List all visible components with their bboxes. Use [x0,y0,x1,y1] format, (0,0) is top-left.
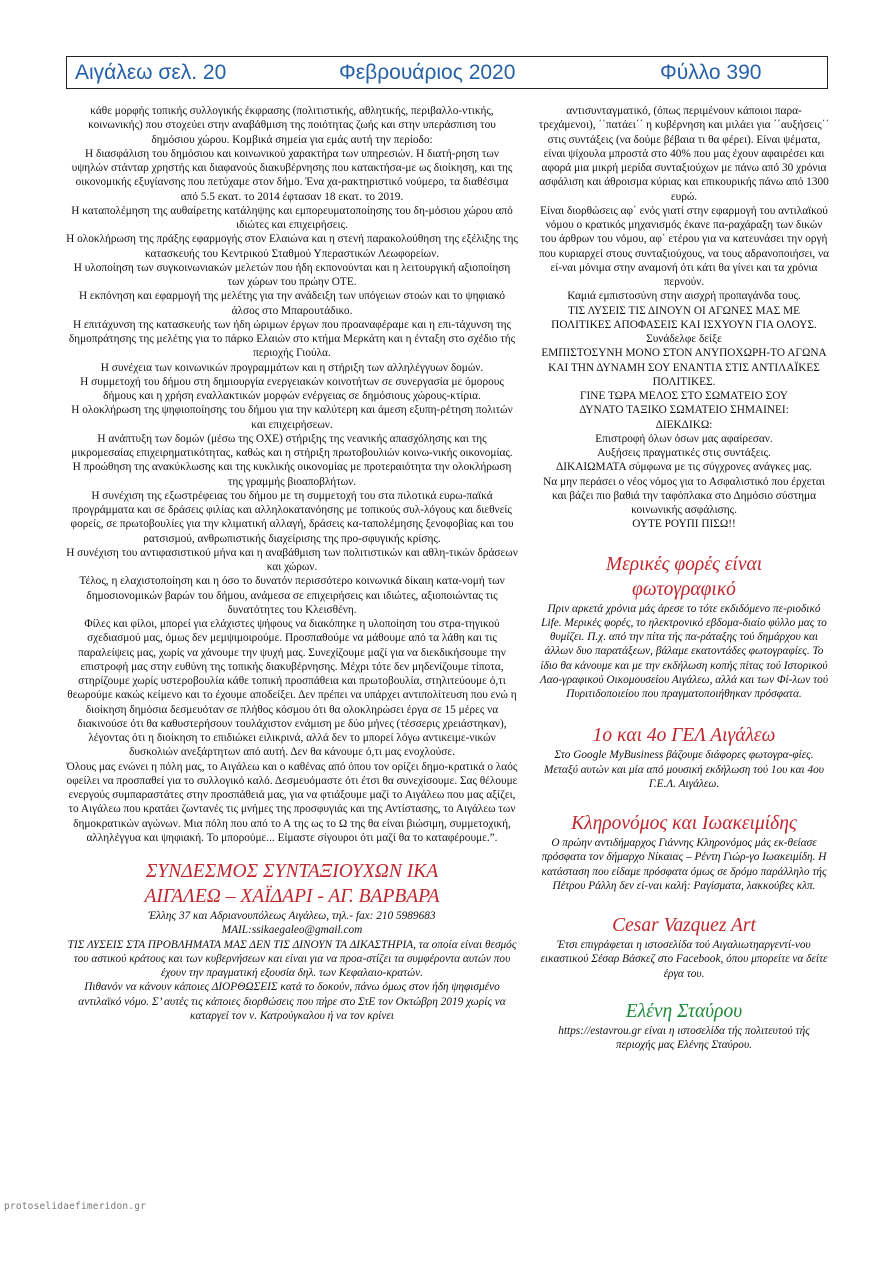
union-title-line2: ΑΙΓΑΛΕΩ – ΧΑΪΔΑΡΙ - ΑΓ. ΒΑΡΒΑΡΑ [144,886,440,907]
paragraph: Η συνέχιση της εξωστρέφειας του δήμου με τη συμμετοχή του στα πιλοτικά ευρω-παϊκά προγράμματα και σε δράσεις φιλίας και αλληλοκατανόησης με τοπικούς συλ-λόγους και διεθνείς φορείς, σε πρωτοβουλίες για την κλιματική αλλαγή, δράσεις κα-ταπολέμησης ξενοφοβίας και του ρατσισμού, ανθρωπιστικής διαχείρισης της προ-σφυγικής κρίσης. [70,489,514,545]
paragraph: Συνάδελφε δείξε [646,333,722,345]
article-title: φωτογραφικό [632,578,736,600]
paragraph: αντισυνταγματικό, (όπως περιμένουν κάποιοι παρα-τρεχάμενοι), ΄΄πατάει΄΄ η κυβέρνηση και μιλάει για ΄΄αυξήσεις΄΄ στις συντάξεις (να δούμε βέβαια τι θα φέρει). Είναι ψέματα, είναι ψίχουλα μπροστά στο 40% που μας έχουν αφαιρέσει και αφορά μια μικρή μερίδα συνταξιούχων με πάνω από 30 χρόνια ασφάλιση και άθροισμα κύριας και επικουρικής πάνω από 1300 ευρώ. [538,105,830,203]
page-number: Αιγάλεω σελ. 20 [75,61,227,84]
union-body: Πιθανόν να κάνουν κάποιες ΔΙΟΡΘΩΣΕΙΣ κατά το δοκούν, πάνω όμως στον ήδη ψηφισμένο αντιλαϊκό νόμο. Σ’ αυτές τις κάποιες διορθώσεις που πήρε στο ΣτΕ τον Οκτώβρη 2019 χωρίς να καταργεί τον ν. Κατρούγκαλου ή να τον κρίνει [78,981,506,1022]
paragraph: Αυξήσεις πραγματικές στις συντάξεις. [597,447,771,459]
paragraph: Επιστροφή όλων όσων μας αφαίρεσαν. [595,432,773,445]
paragraph: Η εκπόνηση και εφαρμογή της μελέτης για την ανάδειξη των υπόγειων στοών και το ψηφιακό άλσος στο Μπαρουτάδικο. [78,290,506,317]
paragraph: Η καταπολέμηση της αυθαίρετης κατάληψης και εμπορευματοποίησης του δη-μόσιου χώρου από ιδιώτες και επιχειρήσεις. [71,204,513,231]
article-title: Κληρονόμος και Ιωακειμίδης [571,813,797,834]
issue-date: Φεβρουάριος 2020 [339,61,516,84]
paragraph: ΔΙΕΚΔΙΚΩ: [655,418,713,431]
paragraph: ΔΙΚΑΙΩΜΑΤΑ σύμφωνα με τις σύγχρονες ανάγκες μας. [556,461,812,474]
article-title: Ελένη Σταύρου [625,1000,743,1022]
page-header [66,56,828,89]
watermark: protoselidaefimeridon.gr [4,1201,147,1212]
union-body: ΤΙΣ ΛΥΣΕΙΣ ΣΤΑ ΠΡΟΒΛΗΜΑΤΑ ΜΑΣ ΔΕΝ ΤΙΣ ΔΙΝΟΥΝ ΤΑ ΔΙΚΑΣΤΗΡΙΑ, τα οποία είναι θεσμός του αστικού κράτους και των κυβερνήσεων και είναι για να προα-στίζει τα συμφέροντα αυτών που έχουν την πραγματική εξουσία δηλ. των Κεφαλαιο-κρατών. [67,938,517,979]
issue-number: Φύλλο 390 [660,61,762,84]
paragraph: ΓΙΝΕ ΤΩΡΑ ΜΕΛΟΣ ΣΤΟ ΣΩΜΑΤΕΙΟ ΣΟΥ [580,390,788,402]
article-body: Ο πρώην αντιδήμαρχος Γιάννης Κληρονόμος μάς εκ-θείασε πρόσφατα τον δήμαρχο Νίκαιας – Ρέντη Γιώρ-γο Ιωακειμίδη. Η κατάσταση που είδαμε πρόσφατα όμως σε δρόμο παράλληλο τής Πέτρου Ράλλη δεν εί-ναι καλή: Ραγίσματα, λακκούβες κλπ. [541,837,827,892]
article-body: Έτσι επιγράφεται η ιστοσελίδα τού Αιγαλιωτηαργεντί-νου εικαστικού Σέσαρ Βάσκεζ στο Facebook, όπου μπορείτε να δείτε έργα του. [540,939,828,980]
paragraph: Η συνέχιση του αντιφασιστικού μήνα και η αναβάθμιση των πολιτιστικών και αθλη-τικών δράσεων και χώρων. [66,546,518,573]
article-title: Μερικές φορές είναι [605,553,763,575]
paragraph: κάθε μορφής τοπικής συλλογικής έκφρασης (πολιτιστικής, αθλητικής, περιβαλλο-ντικής, κοινωνικής) που στοχεύει στην αναβάθμιση της ποιότητας ζωής και στην υπεράσπιση του δημόσιου χώρου. Κομβικά σημεία για εμάς αυτή την περίοδο: [88,105,496,146]
article-body: https://estavrou.gr είναι η ιστοσελίδα τής πολιτευτού τής περιοχής μας Ελένης Σταύρου. [558,1024,810,1051]
paragraph: Η προώθηση της ανακύκλωσης και της κυκλικής οικονομίας με προτεραιότητα την ολοκλήρωση της γραμμής βιοαποβλήτων. [72,461,512,488]
paragraph: Η επιτάχυνση της κατασκευής των ήδη ώριμων έργων που προαναφέραμε και η επι-τάχυνση της δημοπράτησης της μελέτης για το πάρκο Ελαιών στο κτήμα Μερκάτη και η ένταξη στο σχέδιο τής περιοχής Γιούλα. [68,318,516,360]
paragraph: Η συμμετοχή του δήμου στη δημιουργία ενεργειακών κοινοτήτων σε συνεργασία με όμορους δήμους και η χρήση εναλλακτικών μορφών ενέργειας σε δημόσιους χώρους-κτίρια. [80,375,504,402]
paragraph: Καμιά εμπιστοσύνη στην αισχρή προπαγάνδα τους. [567,290,801,303]
paragraph: Η διασφάλιση του δημόσιου και κοινωνικού χαρακτήρα των υπηρεσιών. Η διατή-ρηση των υψηλών στάνταρ χρηστής και διαφανούς διακυβέρνησης που κατακτήσα-με ως διοίκηση, και της οικονομικής εξυγίανσης που πετύχαμε στον δήμο. Ένα χα-ρακτηριστικό νούμερο, τα διαθέσιμα από 5.5 εκατ. το 2014 έφτασαν 18 εκατ. το 2019. [71,147,513,203]
paragraph: Η ολοκλήρωση της ψηφιοποίησης του δήμου για την καλύτερη και άμεση εξυπη-ρέτηση πολιτών και επιχειρήσεων. [71,404,513,431]
paragraph: ΔΥΝΑΤΟ ΤΑΞΙΚΟ ΣΩΜΑΤΕΙΟ ΣΗΜΑΙΝΕΙ: [579,404,789,417]
paragraph: Η υλοποίηση των συγκοινωνιακών μελετών που ήδη εκπονούνται και η λειτουργική αξιοποίηση των χώρων του πρώην ΟΤΕ. [73,261,511,288]
article-body: Στο Google MyBusiness βάζουμε διάφορες φωτογρα-φίες. Μεταξύ αυτών και μία από μουσική εκδήλωση τού 1ου και 4ου Γ.Ε.Λ. Αιγάλεω. [544,749,824,790]
paragraph: Η συνέχεια των κοινωνικών προγραμμάτων και η στήριξη των αλληλέγγυων δομών. [100,361,484,374]
article-title: 1ο και 4ο ΓΕΛ Αιγάλεω [592,725,776,747]
paragraph: Όλους μας ενώνει η πόλη μας, το Αιγάλεω και ο καθένας από όπου τον ορίζει δημο-κρατικά ο λαός οφείλει να προσπαθεί για το συλλογικό καλό. Δεσμευόμαστε ότι έτσι θα συνεχίσουμε. Σας θέλουμε ενεργούς συμπαραστάτες στην προσπάθειά μας, για να φτιάξουμε μαζί το Αιγάλεω που μας αξίζει, το Αιγάλεω που κρατάει ζωντανές τις μνήμες της προσφυγιάς και της Αντίστασης, το Αιγάλεω των δημοκρατικών αγώνων. Μια πόλη που από το Α της ως το Ω της θα είναι βιώσιμη, συμμετοχική, αλληλέγγυα και ψηφιακή. Το μπορούμε... Είμαστε σίγουροι ότι μαζί θα το καταφέρουμε.”. [66,760,518,844]
article-title: Cesar Vazquez Art [612,915,756,936]
right-column [538,104,830,1052]
paragraph: ΕΜΠΙΣΤΟΣΥΝΗ ΜΟΝΟ ΣΤΟΝ ΑΝΥΠΟΧΩΡΗ-ΤΟ ΑΓΩΝΑ ΚΑΙ ΤΗΝ ΔΥΝΑΜΗ ΣΟΥ ΕΝΑΝΤΙΑ ΣΤΙΣ ΑΝΤΙΛΑΪΚΕΣ ΠΟΛΙΤΙΚΕΣ. [541,347,827,388]
union-email: MAIL:ssikaegaleo@gmail.com [221,924,363,937]
paragraph: Η ολοκλήρωση της πράξης εφαρμογής στον Ελαιώνα και η στενή παρακολούθηση της εξέλιξης της κατασκευής του Κεντρικού Σταθμού Υπεραστικών Λεωφορείων. [66,233,518,260]
union-address: Έλλης 37 και Αδριανουπόλεως Αιγάλεω, τηλ.- fax: 210 5989683 [148,910,436,922]
paragraph: Να μην περάσει ο νέος νόμος για το Ασφαλιστικό που έρχεται και βάζει πιο βαθιά την ταφόπλακα στο Δημόσιο σύστημα κοινωνικής ασφάλισης. [543,475,825,516]
paragraph: Είναι διορθώσεις αφ΄ ενός γιατί στην εφαρμογή του αντιλαϊκού νόμου ο κρατικός μηχανισμός έκανε πα-ραχάραξη των δικών του άρθρων του νόμου, αφ΄ ετέρου για να κατευνάσει την οργή που κυριαρχεί στους συνταξιούχους, να τους αδρανοποιήσει, να εί-ναι μόνιμα στην αναμονή ότι κάτι θα γίνει και τα χρόνια περνούν. [538,204,830,288]
union-title-line1: ΣΥΝΔΕΣΜΟΣ ΣΥΝΤΑΞΙΟΥΧΩΝ ΙΚΑ [145,861,439,882]
paragraph: ΟΥΤΕ ΡΟΥΠΙ ΠΙΣΩ!! [632,518,736,531]
article-body: Πριν αρκετά χρόνια μάς άρεσε το τότε εκδιδόμενο πε-ριοδικό Life. Μερικές φορές, το ηλεκτρονικό εβδομα-διαίο φύλλο μας το θυμίζει. Π.χ. από την πίτα τής πα-ράταξης τού δημάρχου και άλλων δυο παρατάξεων, βάλαμε εκατοντάδες φωτογραφίες. Το ίδιο θα κάνουμε και με την εκδήλωση κοπής πίτας τού Ιστορικού Λαο-γραφικού Οικομουσείου Αιγάλεω, αλλά και των Φί-λων τού Πυριτιδοποιείου που πραγματοποιήθηκαν πρόσφατα. [539,602,829,700]
paragraph: Φίλες και φίλοι, μπορεί για ελάχιστες ψήφους να διακόπηκε η υλοποίηση του στρα-τηγικού σχεδιασμού μας, όμως δεν μεμψιμοιρούμε. Προσπαθούμε να μάθουμε από τα λάθη και τις παραλείψεις μας, χωρίς να χάνουμε την ψυχή μας. Συνεχίζουμε μαζί για να διεκδικήσουμε την επιστροφή μας στην ευθύνη της τοπικής διακυβέρνησης. Μέχρι τότε δεν μηδενίζουμε τίποτα, στηρίζουμε χωρίς υστεροβουλία κάθε τοπική προσπάθεια και πρωτοβουλία, στηλιτεύουμε ό,τι θεωρούμε κακώς κείμενο και το έχουμε αποδείξει. Δεν πρέπει να υπάρχει αντιπολίτευση που ενώ η διοίκηση δημόσια δεσμευόταν σε πλήθος κόσμου ότι θα ολοκληρώσει έργα σε 15 μέρες να διακινούσε ότι θα καθυστερήσουν τουλάχιστον ενάμιση με δύο μήνες (τέσσερις χρειάστηκαν), λέγοντας ότι η διοίκηση το επιδιώκει ειλικρινά, αλλά δεν το μπορεί λόγω αντικειμε-νικών δυσκολιών ανεξάρτητων από αυτή. Δεν θα κάνουμε ό,τι μας ενοχλούσε. [67,618,517,759]
paragraph: ΤΙΣ ΛΥΣΕΙΣ ΤΙΣ ΔΙΝΟΥΝ ΟΙ ΑΓΩΝΕΣ ΜΑΣ ΜΕ ΠΟΛΙΤΙΚΕΣ ΑΠΟΦΑΣΕΙΣ ΚΑΙ ΙΣΧΥΟΥΝ ΓΙΑ ΟΛΟΥΣ. [551,304,817,331]
left-column [66,104,518,1023]
paragraph: Τέλος, η ελαχιστοποίηση και η όσο το δυνατόν περισσότερο κοινωνικά δίκαιη κατα-νομή των δημοσιονομικών βαρών του δήμου, ανάμεσα σε επιχειρήσεις και ιδιώτες, αξιοποιώντας τις δυνατότητες του Κλεισθένη. [79,575,505,616]
paragraph: Η ανάπτυξη των δομών (μέσω της ΟΧΕ) στήριξης της νεανικής απασχόλησης και της μικρομεσαίας επιχειρηματικότητας, καθώς και η στήριξη πρωτοβουλιών κοινω-νικής οικονομίας. [71,432,513,459]
